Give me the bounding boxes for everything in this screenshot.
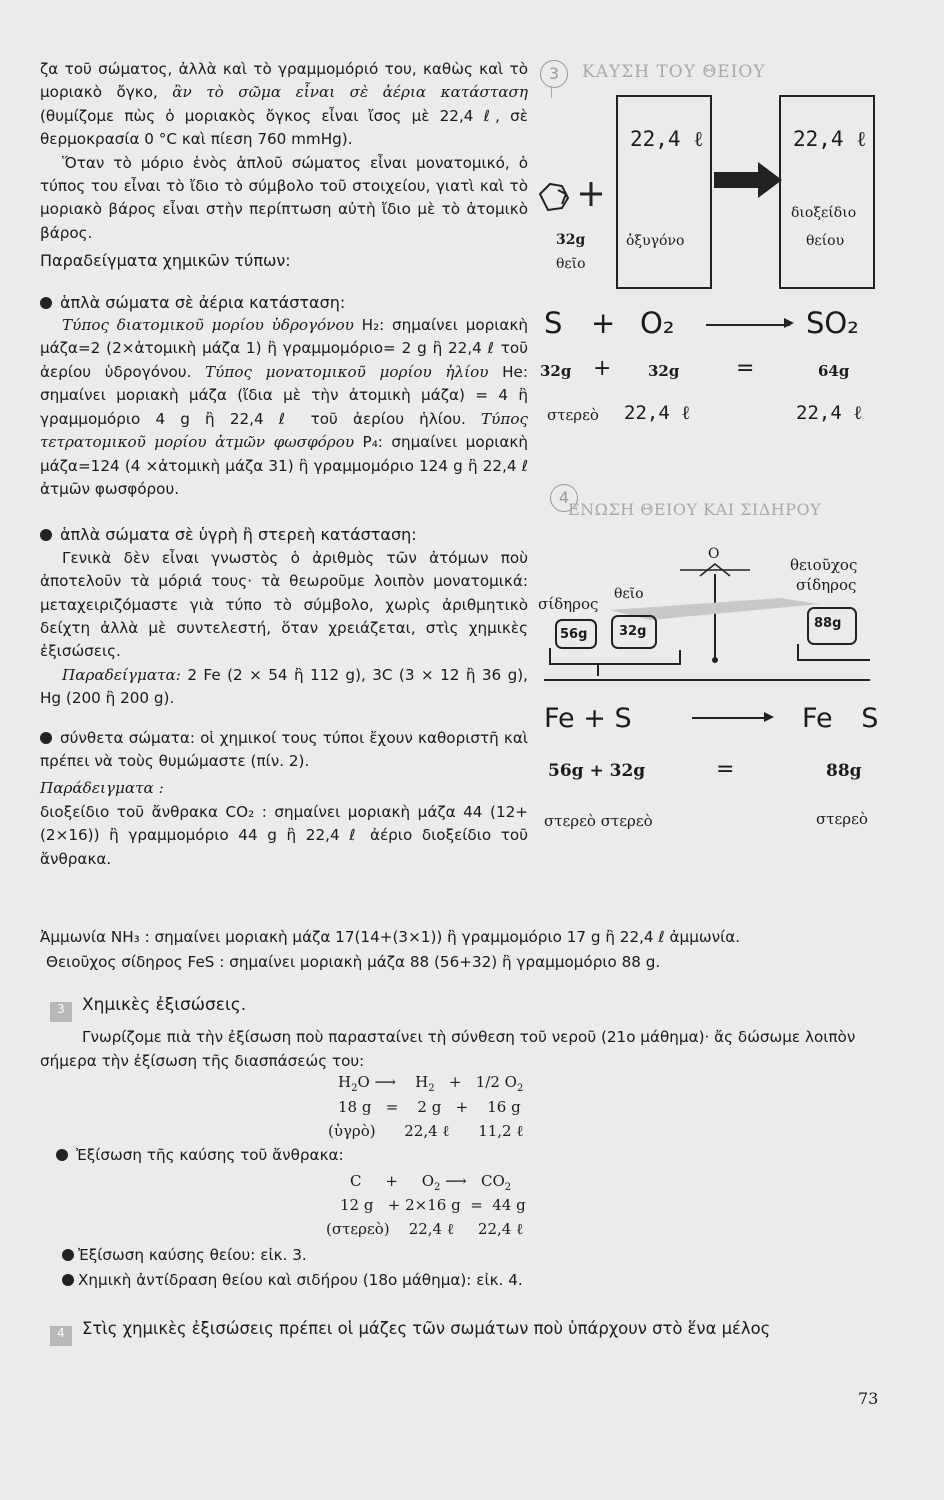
compound-examples-label: Παράδειγματα : — [40, 779, 164, 798]
bullet-icon — [62, 1249, 74, 1261]
so2-label-1: διοξείδιο — [791, 205, 857, 221]
text-span: H₂: σημαίνει μοριακὴ μάζα=2 (2×ἀτομικὴ μάζα 1) ἢ γραμμομόριο= 2 g ἢ 22,4 ℓ τοῦ ἀερίου ὑδρογόνου. — [40, 316, 529, 381]
fig4-eq-reactants: Fe + S — [544, 703, 632, 734]
line-text: Ἐξίσωση καύσης θείου: εἰκ. 3. — [78, 1246, 307, 1264]
heading-text: ἁπλὰ σώματα σὲ ὑγρὴ ἢ στερεὴ κατάσταση: — [60, 525, 417, 545]
italic-span: ἂν τὸ σῶμα εἶναι σὲ ἀέρια κατάσταση — [172, 83, 529, 102]
fig3-mass-plus: + — [593, 356, 612, 381]
compound-co2: διοξείδιο τοῦ ἄνθρακα CO₂ : σημαίνει μοριακὴ μάζα 44 (12+(2×16)) ἢ γραμμομόριο 44 g ἢ 22,4 ℓ ἀέριο διοξείδιο τοῦ ἄνθρακα. — [40, 802, 528, 868]
ammonia-line: Ἀμμωνία NH₃ : σημαίνει μοριακὴ μάζα 17(14+(3×1)) ἢ γραμμομόριο 17 g ἢ 22,4 ℓ ἀμμωνία. — [40, 928, 741, 946]
water-eq-line3: (ὑγρὸ) 22,4 ℓ 11,2 ℓ — [328, 1122, 524, 1140]
figure-4-title: ΕΝΩΣΗ ΘΕΙΟΥ ΚΑΙ ΣΙΔΗΡΟΥ — [568, 500, 822, 519]
section-text: Στὶς χημικὲς ἐξισώσεις πρέπει οἱ μάζες τῶν σωμάτων ποὺ ὑπάρχουν στὸ ἕνα μέλος — [82, 1319, 771, 1338]
fig4-state-product: στερεὸ — [816, 810, 868, 828]
figure-number-circle: 3 — [540, 60, 568, 88]
carbon-eq-line1: C + $O_2$ ⟶ $CO_2$ — [350, 1172, 512, 1193]
so2-volume: 22,4 ℓ — [793, 127, 867, 151]
carbon-heading — [56, 1146, 344, 1164]
fig4-mass-product: 88g — [826, 761, 862, 781]
section-3-paragraph: Γνωρίζομε πιὰ τὴν ἐξίσωση ποὺ παρασταίνει τὴ σύνθεση τοῦ νεροῦ (21ο μάθημα)· ἄς δώσωμε λοιπὸν σήμερα τὴν ἐξίσωση τῆς διασπάσεώς του: — [40, 1028, 856, 1070]
product-label-1: θειοῦχος — [790, 556, 858, 574]
bullet-icon — [56, 1149, 68, 1161]
section-4-heading — [50, 1319, 770, 1346]
heading-text: ἁπλὰ σώματα σὲ ἀέρια κατάσταση: — [60, 292, 346, 312]
sulfur-mass: 32g — [556, 232, 586, 248]
sulfur-label-fig4: θεῖο — [614, 586, 644, 602]
fig4-eq-arrow — [692, 717, 768, 719]
italic-span: Τύπος διατομικοῦ μορίου ὑδρογόνου — [62, 316, 354, 335]
oxygen-label: ὀξυγόνο — [626, 233, 685, 249]
italic-span: Τύπος μονατομικοῦ μορίου ἡλίου — [205, 362, 489, 381]
text-span: P₄: σημαίνει μοριακὴ μάζα=124 (4 ×ἀτομικὴ μάζα 31) ἢ γραμμομόριο 124 g ἢ 22,4 ℓ ἀτμῶν φωσφόρου. — [40, 433, 529, 498]
so2-label-2: θείου — [806, 233, 845, 249]
text-span: He: σημαίνει μοριακὴ μάζα (ἴδια μὲ τὴν ἀτομικὴ μάζα) = 4 ἢ γραμμομόριο 4 g ἢ 22,4 ℓ τοῦ ἀερίου ἡλίου. — [40, 362, 529, 428]
section-number-badge: 3 — [50, 1002, 72, 1022]
heading-text: σύνθετα σώματα — [60, 728, 190, 747]
fig3-state-so2: 22,4 ℓ — [796, 402, 863, 424]
page-number: 73 — [858, 1389, 879, 1408]
pointer-dot — [712, 657, 718, 663]
compound-paragraph — [40, 727, 528, 774]
italic-span: Παραδείγματα: — [62, 665, 181, 684]
bullet-icon — [40, 529, 52, 541]
section-3-heading — [50, 995, 246, 1022]
fig3-eq-plus: + — [591, 306, 616, 340]
text-span: : οἱ χημικοί τους τύποι ἔχουν καθοριστῆ καὶ πρέπει νὰ τοὺς θυμώμαστε (πίν. 2). — [40, 728, 528, 770]
fig3-state-o2: 22,4 ℓ — [624, 402, 691, 424]
bullet-icon — [62, 1274, 74, 1286]
fig3-mass-so2: 64g — [818, 362, 850, 380]
sulfur-line — [62, 1246, 307, 1264]
right-pan — [798, 644, 870, 660]
fig4-mass-reactants: 56g + 32g — [548, 761, 646, 781]
left-pan — [550, 648, 680, 664]
fig4-eq-product: Fe S — [802, 703, 879, 734]
text-span: 2 Fe (2 × 54 ἢ 112 g), 3C (3 × 12 ἢ 36 g), Hg (200 ἢ 200 g). — [40, 665, 528, 708]
fig3-mass-equals: = — [736, 356, 755, 381]
arrow-head-icon — [764, 712, 774, 722]
fig3-eq-arrow — [706, 324, 790, 326]
gas-hydrogen — [40, 314, 528, 501]
weight-56-label: 56g — [560, 627, 588, 642]
line-text: Χημικὴ ἀντίδραση θείου καὶ σιδήρου (18ο μάθημα): εἰκ. 4. — [78, 1271, 523, 1289]
section-title: Χημικὲς ἐξισώσεις. — [82, 995, 247, 1015]
fig4-mass-equals: = — [716, 757, 735, 782]
figure-number-circle: 4 — [550, 484, 578, 512]
examples-heading: Παραδείγματα χημικῶν τύπων: — [40, 251, 291, 271]
left-column — [40, 58, 528, 871]
arrow-head-icon — [784, 318, 794, 328]
fig4-state-reactants: στερεὸ στερεὸ — [544, 812, 653, 830]
solid-examples — [40, 664, 528, 711]
water-eq-line1: $H_2O$ ⟶ $H_2 + 1/2$ $O_2$ — [338, 1073, 524, 1094]
fes-line: Θειοῦχος σίδηρος FeS : σημαίνει μοριακὴ μάζα 88 (56+32) ἢ γραμμομόριο 88 g. — [46, 953, 661, 971]
text-span: (θυμίζομε πὼς ὁ μοριακὸς ὄγκος εἶναι ἴσος μὲ 22,4 ℓ, σὲ θερμοκρασία 0 °C καὶ πίεση 760 mmHg). — [40, 106, 528, 149]
product-label-2: σίδηρος — [796, 576, 857, 594]
solid-paragraph: Γενικὰ δὲν εἶναι γνωστὸς ὁ ἀριθμὸς τῶν ἀτόμων ποὺ ἀποτελοῦν τὰ μόριά τους· τὰ θεωροῦμε λοιπὸν μονατομικά: μεταχειριζόμαστε γιὰ τύπο τὸ σύμβολο, χωρὶς ἀριθμητικὸ δείχτη ἀλλὰ μὲ συντελεστή, ὅταν χρειάζεται, στὶς χημικὲς ἐξισώσεις. — [40, 548, 528, 661]
oxygen-volume: 22,4 ℓ — [630, 127, 704, 151]
fig3-eq-o2: O₂ — [640, 306, 675, 340]
arrow-right-icon — [714, 162, 782, 198]
fig3-mass-o2: 32g — [648, 362, 680, 380]
iron-line — [62, 1271, 523, 1289]
italic-span: Τύπος τετρατομικοῦ μορίου ἀτμῶν φωσφόρου — [40, 409, 528, 452]
weight-88-label: 88g — [814, 616, 842, 631]
carbon-eq-line2: 12 g + 2×16 g = 44 g — [340, 1196, 526, 1214]
weight-32-label: 32g — [619, 624, 647, 639]
bullet-icon — [40, 297, 52, 309]
heading-text: Ἐξίσωση τῆς καύσης τοῦ ἄνθρακα: — [76, 1146, 344, 1164]
iron-label: σίδηρος — [538, 595, 599, 613]
paragraph-monatomic: Ὅταν τὸ μόριο ἑνὸς ἁπλοῦ σώματος εἶναι μονατομικό, ὁ τύπος του εἶναι τὸ ἴδιο τὸ σύμβολο τοῦ στοιχείου, γιατὶ καὶ τὸ μοριακὸ βάρος εἶναι στὴν περίπτωση αὐτὴ ἴδιο μὲ τὸ ἀτομικὸ βάρος. — [40, 153, 528, 242]
water-eq-line2: 18 g = 2 g + 16 g — [338, 1098, 521, 1116]
solid-heading — [40, 523, 528, 546]
figure-3-marker-line — [551, 86, 552, 98]
gas-heading — [40, 291, 528, 314]
carbon-eq-line3: (στερεὸ) 22,4 ℓ 22,4 ℓ — [326, 1220, 524, 1238]
paragraph-molar-volume — [40, 58, 528, 152]
fig3-eq-so2: SO₂ — [806, 306, 859, 340]
fig3-mass-s: 32g — [540, 362, 572, 380]
section-number-badge: 4 — [50, 1326, 72, 1346]
text-span: ζα τοῦ σώματος, ἀλλὰ καὶ τὸ γραμμομόριό του, καθὼς καὶ τὸ μοριακὸ ὄγκο, — [40, 60, 528, 102]
sulfur-label: θεῖο — [556, 256, 586, 272]
fulcrum-label: O — [708, 546, 720, 562]
fig3-eq-s: S — [544, 306, 563, 340]
bullet-icon — [40, 732, 52, 744]
fig3-state-s: στερεὸ — [547, 406, 599, 424]
figure-3-title: ΚΑΥΣΗ ΤΟΥ ΘΕΙΟΥ — [582, 62, 766, 82]
